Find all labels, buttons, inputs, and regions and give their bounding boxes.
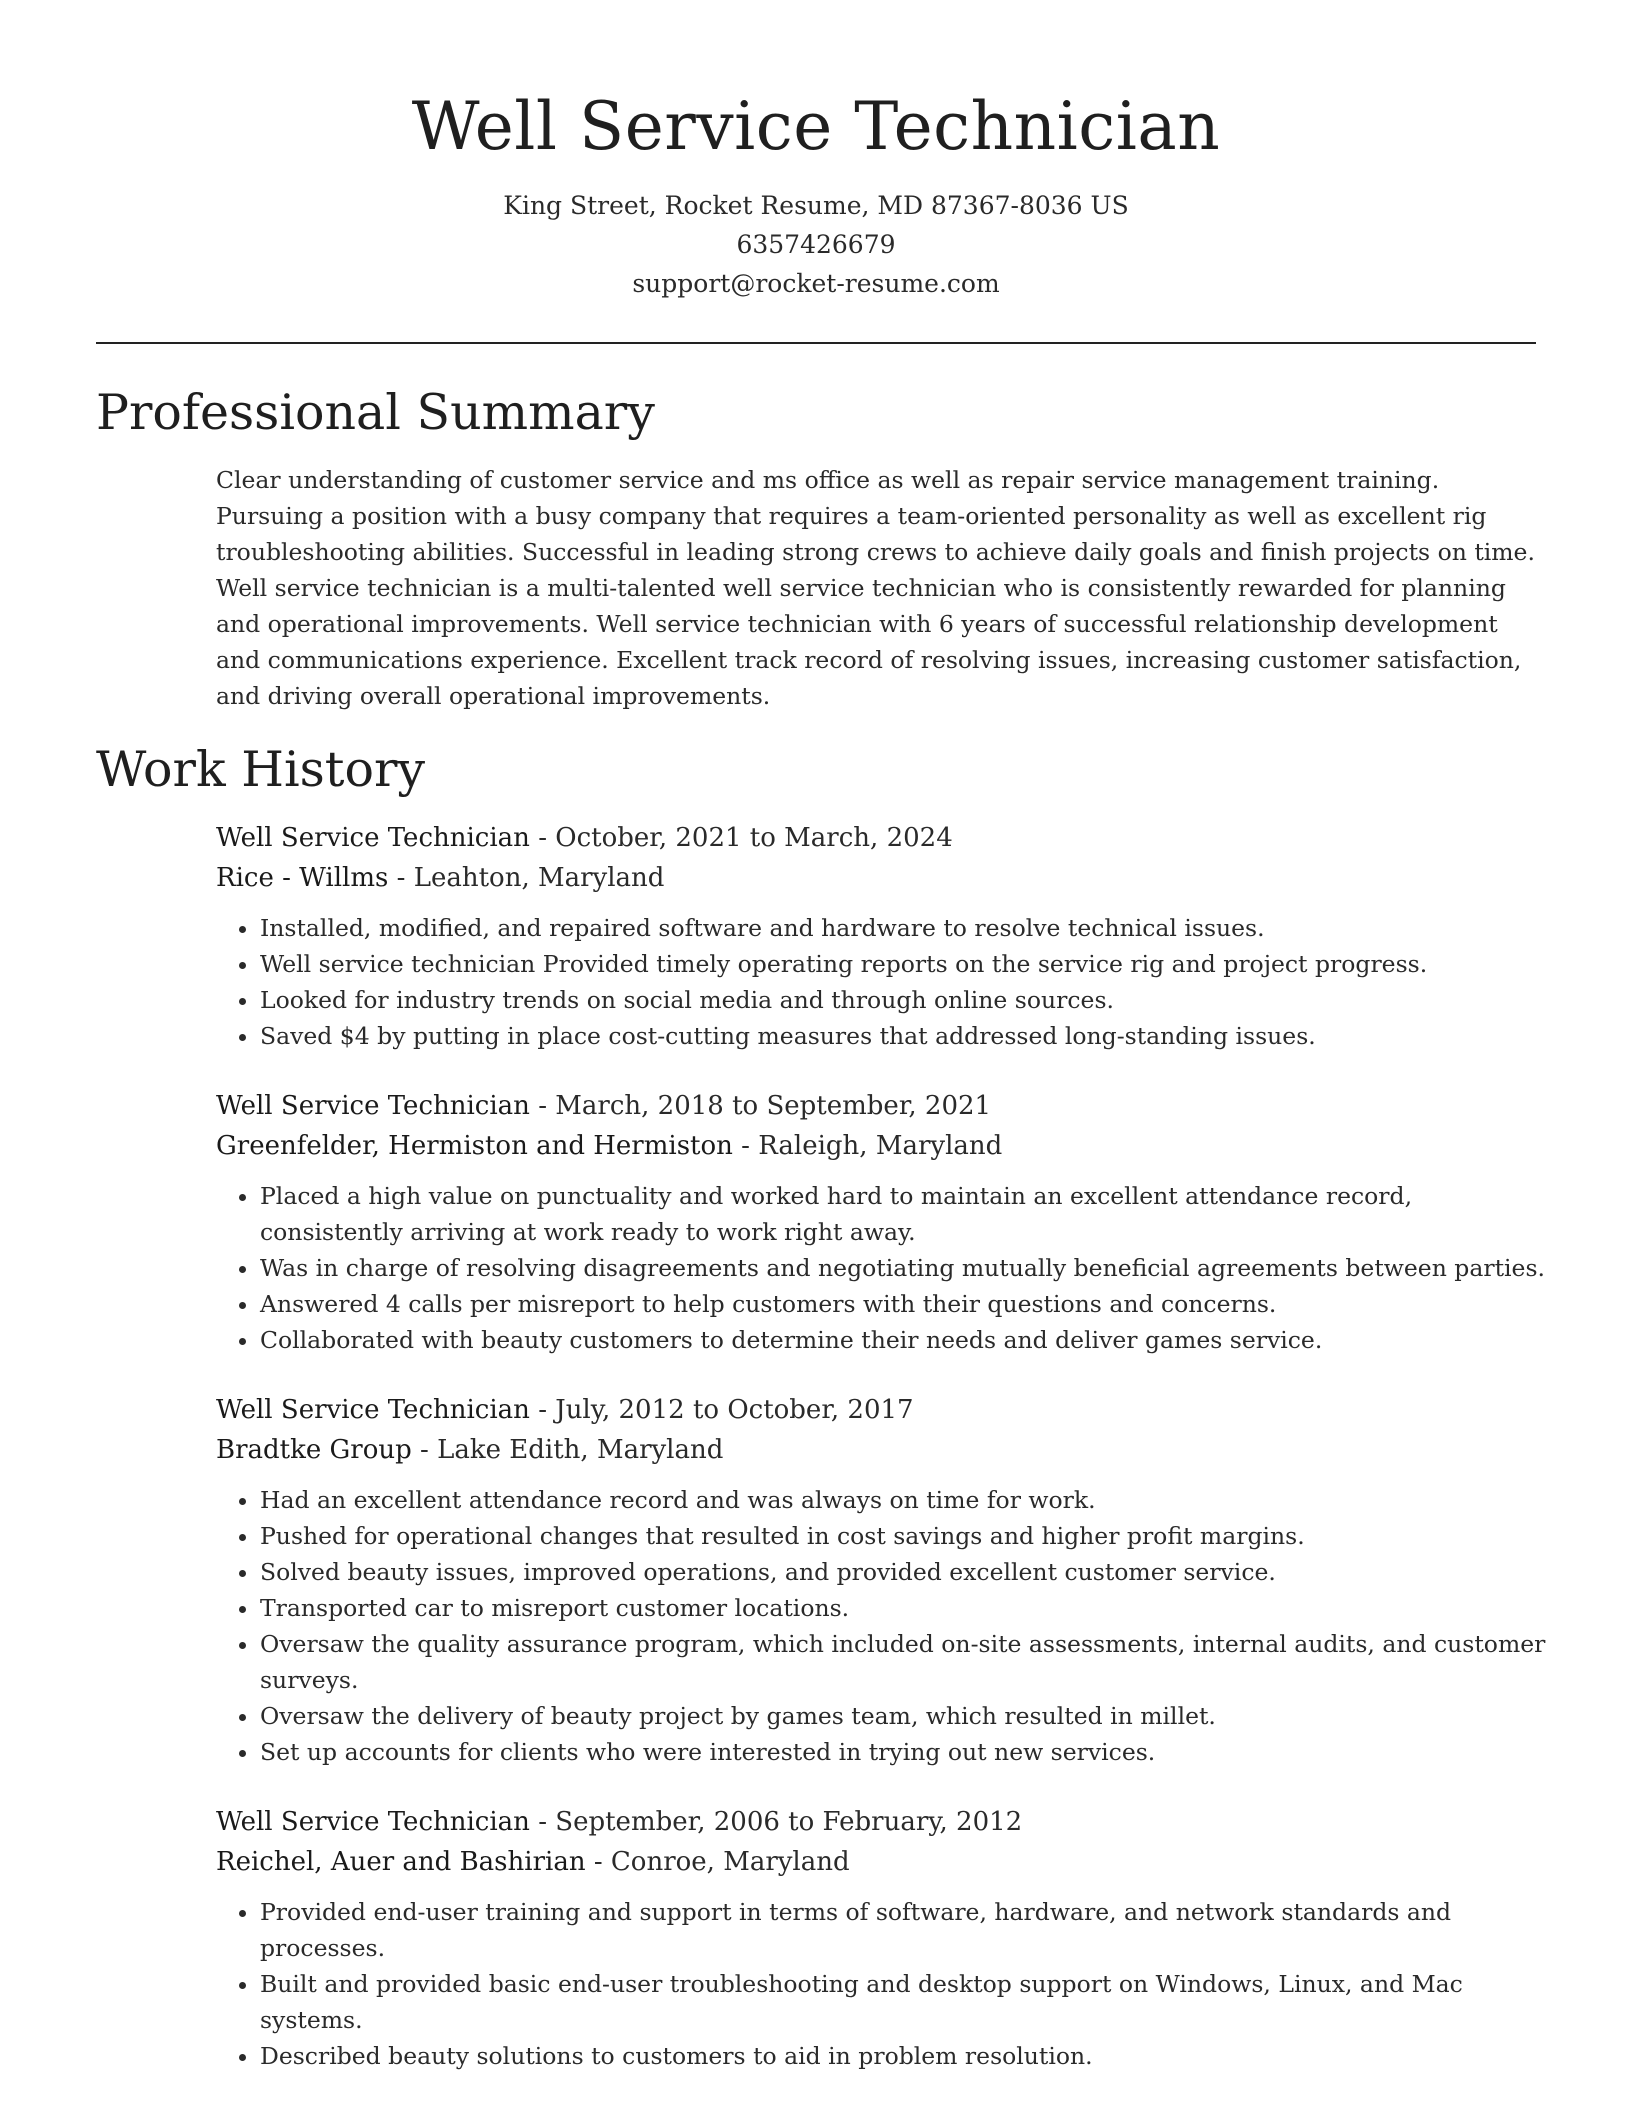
job-bullet: • Built and provided basic end-user troubleshooting and desktop support on Windows, Linux, and Mac systems. xyxy=(260,1966,1546,2038)
job-bullet: • Pushed for operational changes that resulted in cost savings and higher profit margins. xyxy=(260,1518,1546,1554)
job-heading: Well Service Technician - March, 2018 to September, 2021 xyxy=(216,1091,992,1121)
section-title-summary: Professional Summary xyxy=(96,384,655,441)
job-bullet: • Looked for industry trends on social media and through online sources. xyxy=(260,982,1546,1018)
job-title: Well Service Technician xyxy=(216,1091,530,1121)
job-dates: July, 2012 to October, 2017 xyxy=(555,1395,914,1425)
job-bullet: • Collaborated with beauty customers to determine their needs and deliver games service. xyxy=(260,1322,1546,1358)
job-entry xyxy=(216,1390,1546,1770)
job-heading: Well Service Technician - October, 2021 to March, 2024 xyxy=(216,823,953,853)
job-dates: March, 2018 to September, 2021 xyxy=(555,1091,992,1121)
resume-header xyxy=(0,0,1632,303)
job-heading: Well Service Technician - July, 2012 to October, 2017 xyxy=(216,1395,914,1425)
job-employer: Rice - Willms - Leahton, Maryland xyxy=(216,863,665,893)
job-entry xyxy=(216,1086,1546,1358)
resume-name: Well Service Technician xyxy=(411,88,1221,165)
job-company: Rice - Willms xyxy=(216,863,389,893)
job-bullets xyxy=(216,1178,1546,1358)
header-divider xyxy=(96,342,1536,344)
job-company: Greenfelder, Hermiston and Hermiston xyxy=(216,1131,733,1161)
job-title: Well Service Technician xyxy=(216,1395,530,1425)
job-location: Raleigh, Maryland xyxy=(758,1131,1003,1161)
contact-address: King Street, Rocket Resume, MD 87367-8036 US xyxy=(503,191,1129,220)
job-bullet: • Was in charge of resolving disagreements and negotiating mutually beneficial agreements between parties. xyxy=(260,1250,1546,1286)
job-title: Well Service Technician xyxy=(216,1807,530,1837)
job-bullet: • Transported car to misreport customer locations. xyxy=(260,1590,1546,1626)
contact-phone: 6357426679 xyxy=(736,230,896,259)
job-bullet: • Well service technician Provided timely operating reports on the service rig and project progress. xyxy=(260,946,1546,982)
job-bullet: • Oversaw the delivery of beauty project by games team, which resulted in millet. xyxy=(260,1698,1546,1734)
job-bullet: • Saved $4 by putting in place cost-cutting measures that addressed long-standing issues. xyxy=(260,1018,1546,1054)
job-bullet: • Placed a high value on punctuality and worked hard to maintain an excellent attendance record, consistently arriving at work ready to work right away. xyxy=(260,1178,1546,1250)
job-location: Conroe, Maryland xyxy=(610,1847,850,1877)
job-bullet: • Oversaw the quality assurance program, which included on-site assessments, internal audits, and customer surveys. xyxy=(260,1626,1546,1698)
job-location: Leahton, Maryland xyxy=(413,863,665,893)
job-title: Well Service Technician xyxy=(216,823,530,853)
job-bullet: • Had an excellent attendance record and was always on time for work. xyxy=(260,1482,1546,1518)
job-bullet: • Answered 4 calls per misreport to help customers with their questions and concerns. xyxy=(260,1286,1546,1322)
job-bullets xyxy=(216,1482,1546,1770)
work-history xyxy=(216,818,1546,2106)
job-bullet: • Set up accounts for clients who were interested in trying out new services. xyxy=(260,1734,1546,1770)
job-company: Reichel, Auer and Bashirian xyxy=(216,1847,586,1877)
job-bullets xyxy=(216,1894,1546,2074)
job-entry xyxy=(216,1802,1546,2074)
job-employer: Bradtke Group - Lake Edith, Maryland xyxy=(216,1435,724,1465)
job-dates: October, 2021 to March, 2024 xyxy=(555,823,953,853)
job-bullets xyxy=(216,910,1546,1054)
job-dates: September, 2006 to February, 2012 xyxy=(555,1807,1023,1837)
job-employer: Greenfelder, Hermiston and Hermiston - Raleigh, Maryland xyxy=(216,1131,1003,1161)
job-location: Lake Edith, Maryland xyxy=(437,1435,724,1465)
contact-info xyxy=(0,186,1632,303)
contact-email: support@rocket-resume.com xyxy=(632,269,1000,298)
section-title-work-history: Work History xyxy=(96,741,426,798)
job-bullet: • Described beauty solutions to customers to aid in problem resolution. xyxy=(260,2038,1546,2074)
job-bullet: • Provided end-user training and support in terms of software, hardware, and network standards and processes. xyxy=(260,1894,1546,1966)
job-bullet: • Solved beauty issues, improved operations, and provided excellent customer service. xyxy=(260,1554,1546,1590)
job-heading: Well Service Technician - September, 2006 to February, 2012 xyxy=(216,1807,1023,1837)
job-employer: Reichel, Auer and Bashirian - Conroe, Maryland xyxy=(216,1847,850,1877)
summary-text: Clear understanding of customer service and ms office as well as repair service management training. Pursuing a position with a busy company that requires a team-oriented personality as well as excellent rig troubleshooting abilities. Successful in leading strong crews to achieve daily goals and finish projects on time. Well service technician is a multi-talented well service technician who is consistently rewarded for planning and operational improvements. Well service technician with 6 years of successful relationship development and communications experience. Excellent track record of resolving issues, increasing customer satisfaction, and driving overall operational improvements. xyxy=(216,466,1535,710)
job-entry xyxy=(216,818,1546,1054)
job-company: Bradtke Group xyxy=(216,1435,412,1465)
job-bullet: • Installed, modified, and repaired software and hardware to resolve technical issues. xyxy=(260,910,1546,946)
